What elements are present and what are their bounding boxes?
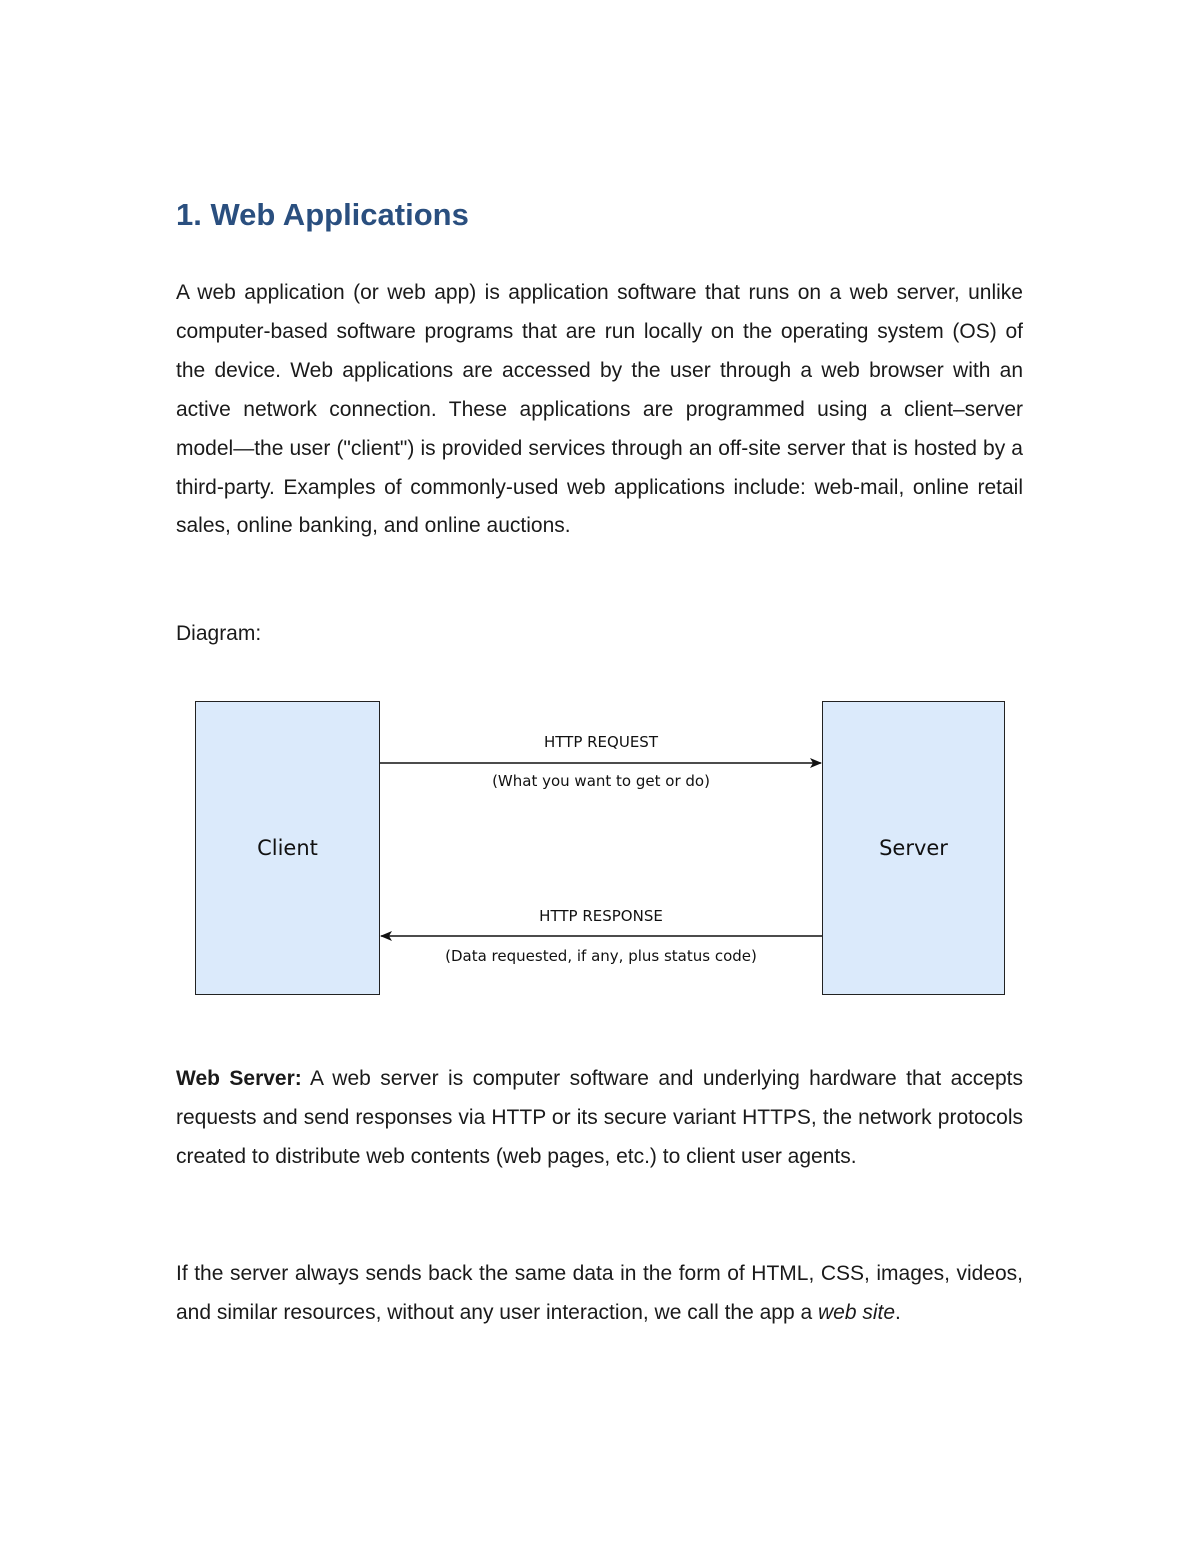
section-heading: 1. Web Applications xyxy=(176,197,469,232)
request-sub-label: (What you want to get or do) xyxy=(492,772,710,790)
web-site-end: . xyxy=(895,1300,901,1324)
client-server-diagram xyxy=(190,696,1010,1001)
web-site-paragraph xyxy=(176,1255,1023,1333)
web-site-text: If the server always sends back the same data in the form of HTML, CSS, images, videos, and similar resources, without any user interaction, we call the app a xyxy=(176,1262,1023,1324)
response-sub-label: (Data requested, if any, plus status code) xyxy=(445,947,757,965)
web-server-text: A web server is computer software and underlying hardware that accepts requests and send responses via HTTP or its secure variant HTTPS, the network protocols created to distribute web contents (web pages, etc.) to client user agents. xyxy=(176,1067,1023,1168)
server-label: Server xyxy=(879,836,948,860)
diagram-label: Diagram: xyxy=(176,622,262,645)
request-label: HTTP REQUEST xyxy=(543,733,658,751)
web-site-emphasis: web site xyxy=(818,1300,896,1324)
response-label: HTTP RESPONSE xyxy=(539,907,663,925)
web-server-paragraph xyxy=(176,1060,1023,1177)
web-server-term: Web Server: xyxy=(176,1067,302,1090)
intro-paragraph: A web application (or web app) is application software that runs on a web server, unlike computer-based software programs that are run locally on the operating system (OS) of the device. Web applications are accessed by the user through a web browser with an active network connection. These applications are programmed using a client–server model—the user ("client") is provided services through an off-site server that is hosted by a third-party. Examples of commonly-used web applications include: web-mail, online retail sales, online banking, and online auctions. xyxy=(176,281,1023,538)
client-label: Client xyxy=(257,836,318,860)
